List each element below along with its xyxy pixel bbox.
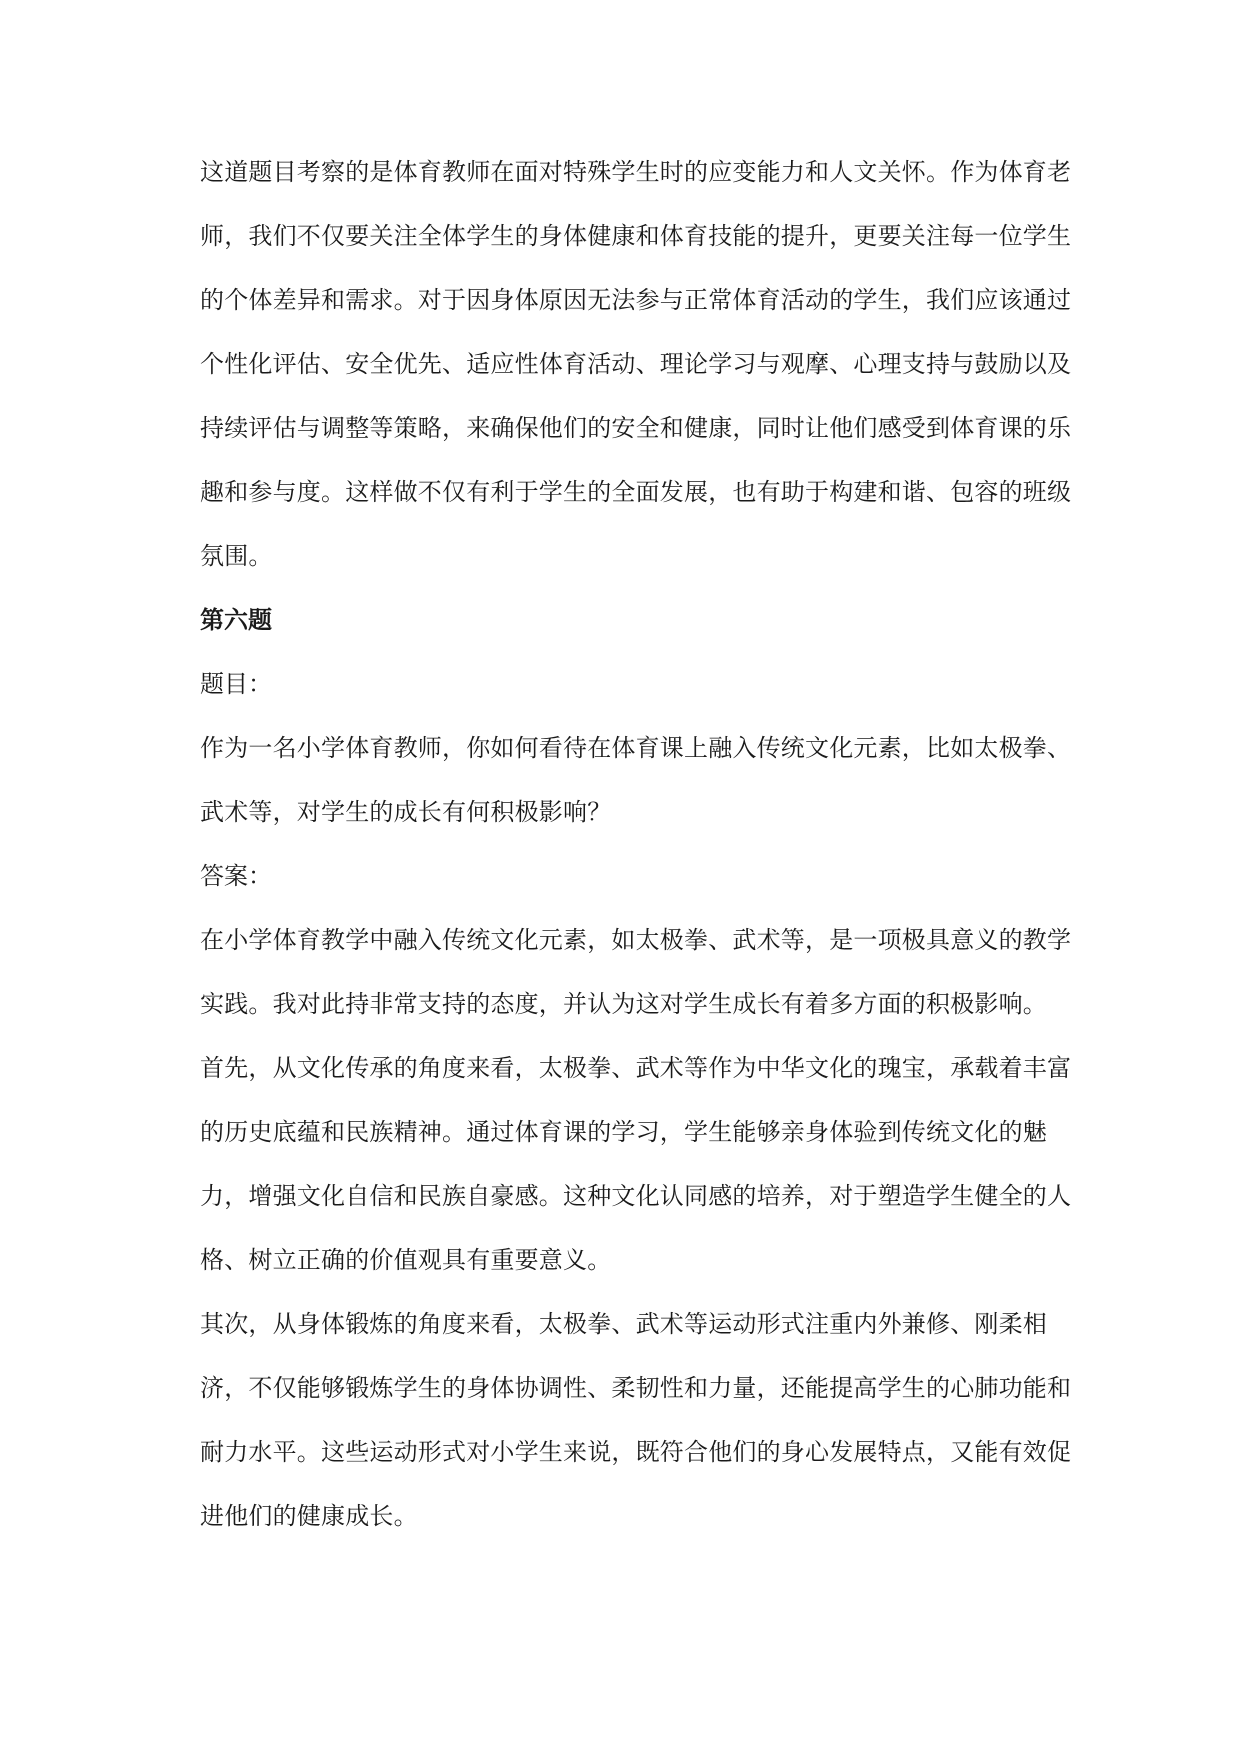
answer-paragraph-2: 首先，从文化传承的角度来看，太极拳、武术等作为中华文化的瑰宝，承载着丰富的历史底蕴和民族精神。通过体育课的学习，学生能够亲身体验到传统文化的魅力，增强文化自信和民族自豪感。这种文化认同感的培养，对于塑造学生健全的人格、树立正确的价值观具有重要意义。	[200, 1054, 1072, 1274]
document-body	[200, 140, 1090, 1548]
answer-paragraph-3: 其次，从身体锻炼的角度来看，太极拳、武术等运动形式注重内外兼修、刚柔相济，不仅能够锻炼学生的身体协调性、柔韧性和力量，还能提高学生的心肺功能和耐力水平。这些运动形式对小学生来说，既符合他们的身心发展特点，又能有效促进他们的健康成长。	[200, 1310, 1072, 1530]
section-heading: 第六题	[200, 605, 272, 634]
answer-label: 答案：	[200, 862, 272, 890]
question-label: 题目：	[200, 670, 272, 698]
intro-paragraph: 这道题目考察的是体育教师在面对特殊学生时的应变能力和人文关怀。作为体育老师，我们不仅要关注全体学生的身体健康和体育技能的提升，更要关注每一位学生的个体差异和需求。对于因身体原因无法参与正常体育活动的学生，我们应该通过个性化评估、安全优先、适应性体育活动、理论学习与观摩、心理支持与鼓励以及持续评估与调整等策略，来确保他们的安全和健康，同时让他们感受到体育课的乐趣和参与度。这样做不仅有利于学生的全面发展，也有助于构建和谐、包容的班级氛围。	[200, 158, 1072, 570]
answer-paragraph-1: 在小学体育教学中融入传统文化元素，如太极拳、武术等，是一项极具意义的教学实践。我对此持非常支持的态度，并认为这对学生成长有着多方面的积极影响。	[200, 926, 1072, 1018]
question-text: 作为一名小学体育教师，你如何看待在体育课上融入传统文化元素，比如太极拳、武术等，对学生的成长有何积极影响？	[200, 734, 1072, 826]
